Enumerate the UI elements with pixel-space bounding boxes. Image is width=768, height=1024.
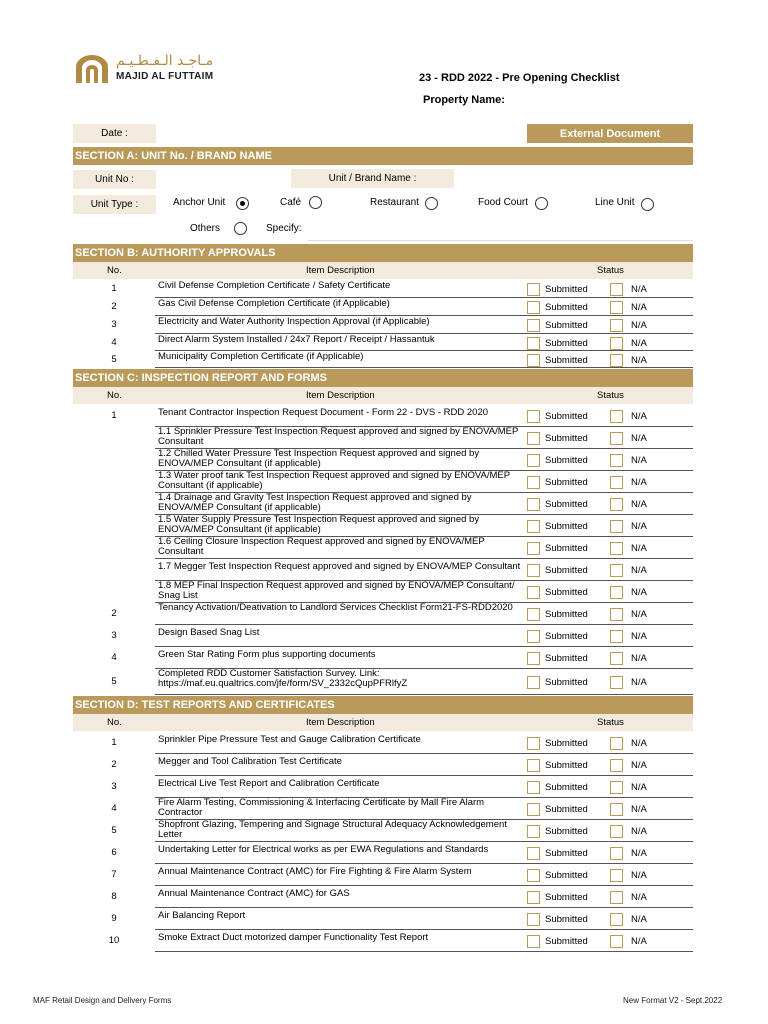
- row-description: 1.7 Megger Test Inspection Request approved and signed by ENOVA/MEP Consultant: [158, 561, 521, 572]
- checklist-row: [73, 471, 693, 493]
- date-label: Date :: [73, 124, 156, 143]
- na-label: N/A: [631, 521, 647, 532]
- submitted-label: Submitted: [545, 521, 588, 532]
- checklist-row: [73, 820, 693, 842]
- na-label: N/A: [631, 804, 647, 815]
- submitted-label: Submitted: [545, 914, 588, 925]
- row-number: 1: [111, 737, 117, 748]
- col-item: Item Description: [306, 265, 375, 276]
- na-label: N/A: [631, 543, 647, 554]
- row-description: Megger and Tool Calibration Test Certificate: [158, 756, 342, 767]
- row-number: 1: [111, 410, 117, 421]
- submitted-checkbox[interactable]: [527, 935, 540, 948]
- checklist-row: [73, 427, 693, 449]
- submitted-checkbox[interactable]: [527, 283, 540, 296]
- na-label: N/A: [631, 892, 647, 903]
- unit-type-others-radio[interactable]: [234, 222, 247, 235]
- submitted-checkbox[interactable]: [527, 542, 540, 555]
- row-description: Undertaking Letter for Electrical works as per EWA Regulations and Standards: [158, 844, 489, 855]
- submitted-checkbox[interactable]: [527, 869, 540, 882]
- na-checkbox[interactable]: [610, 913, 623, 926]
- submitted-checkbox[interactable]: [527, 476, 540, 489]
- col-item: Item Description: [306, 390, 375, 401]
- row-number: 3: [111, 319, 117, 330]
- unit-no-label: Unit No :: [73, 170, 156, 189]
- submitted-label: Submitted: [545, 936, 588, 947]
- submitted-label: Submitted: [545, 892, 588, 903]
- na-label: N/A: [631, 738, 647, 749]
- checklist-row: [73, 603, 693, 625]
- row-number: 4: [111, 337, 117, 348]
- na-label: N/A: [631, 653, 647, 664]
- logo-english-text: MAJID AL FUTTAIM: [116, 71, 214, 82]
- checklist-row: [73, 405, 693, 427]
- submitted-checkbox[interactable]: [527, 454, 540, 467]
- unit-type-cafe-radio[interactable]: [309, 196, 322, 209]
- checklist-row: [73, 334, 693, 351]
- checklist-row: [73, 864, 693, 886]
- row-description: 1.8 MEP Final Inspection Request approved and signed by ENOVA/MEP Consultant/ Snag List: [158, 580, 515, 601]
- row-number: 5: [111, 354, 117, 365]
- na-checkbox[interactable]: [610, 781, 623, 794]
- na-checkbox[interactable]: [610, 520, 623, 533]
- checklist-row: [73, 842, 693, 864]
- na-checkbox[interactable]: [610, 608, 623, 621]
- section-a-header: SECTION A: UNIT No. / BRAND NAME: [73, 147, 693, 165]
- submitted-checkbox[interactable]: [527, 847, 540, 860]
- na-checkbox[interactable]: [610, 410, 623, 423]
- na-checkbox[interactable]: [610, 935, 623, 948]
- na-label: N/A: [631, 302, 647, 313]
- checklist-row: [73, 449, 693, 471]
- na-label: N/A: [631, 677, 647, 688]
- submitted-checkbox[interactable]: [527, 520, 540, 533]
- submitted-label: Submitted: [545, 565, 588, 576]
- row-number: 3: [111, 781, 117, 792]
- na-label: N/A: [631, 565, 647, 576]
- checklist-row: [73, 581, 693, 603]
- submitted-label: Submitted: [545, 782, 588, 793]
- submitted-checkbox[interactable]: [527, 781, 540, 794]
- specify-field[interactable]: [308, 220, 693, 241]
- col-status: Status: [597, 390, 624, 401]
- row-number: 10: [108, 935, 120, 946]
- row-description: Municipality Completion Certificate (if Applicable): [158, 351, 364, 362]
- submitted-checkbox[interactable]: [527, 564, 540, 577]
- row-description: Annual Maintenance Contract (AMC) for GAS: [158, 888, 350, 899]
- row-description: Green Star Rating Form plus supporting documents: [158, 649, 376, 660]
- col-no: No.: [107, 717, 122, 728]
- row-number: 6: [111, 847, 117, 858]
- na-label: N/A: [631, 320, 647, 331]
- submitted-label: Submitted: [545, 320, 588, 331]
- submitted-checkbox[interactable]: [527, 891, 540, 904]
- na-label: N/A: [631, 848, 647, 859]
- row-number: 2: [111, 301, 117, 312]
- date-field[interactable]: [160, 124, 360, 143]
- na-checkbox[interactable]: [610, 891, 623, 904]
- footer-right: New Format V2 - Sept.2022: [623, 996, 723, 1005]
- row-description: Civil Defense Completion Certificate / Safety Certificate: [158, 280, 391, 291]
- row-description: Electricity and Water Authority Inspection Approval (if Applicable): [158, 316, 430, 327]
- submitted-label: Submitted: [545, 848, 588, 859]
- unit-type-anchor-radio[interactable]: [236, 197, 249, 210]
- na-checkbox[interactable]: [610, 737, 623, 750]
- logo-arabic-text: مـاجـد الـفـطـيـم: [116, 53, 214, 69]
- na-label: N/A: [631, 355, 647, 366]
- row-description: Direct Alarm System Installed / 24x7 Report / Receipt / Hassantuk: [158, 334, 435, 345]
- na-checkbox[interactable]: [610, 301, 623, 314]
- row-description: 1.4 Drainage and Gravity Test Inspection Request approved and signed by ENOVA/MEP Consultant (if applicable): [158, 492, 472, 513]
- document-title: 23 - RDD 2022 - Pre Opening Checklist: [419, 72, 620, 84]
- row-description: 1.1 Sprinkler Pressure Test Inspection Request approved and signed by ENOVA/MEP Consultant: [158, 426, 519, 447]
- na-checkbox[interactable]: [610, 676, 623, 689]
- checklist-row: [73, 776, 693, 798]
- unit-type-cafe-label: Café: [280, 197, 302, 208]
- row-divider: [155, 367, 693, 368]
- submitted-label: Submitted: [545, 870, 588, 881]
- unit-type-lineunit-label: Line Unit: [595, 197, 635, 208]
- submitted-label: Submitted: [545, 653, 588, 664]
- na-checkbox[interactable]: [610, 542, 623, 555]
- row-description: Air Balancing Report: [158, 910, 246, 921]
- external-document-badge: External Document: [527, 124, 693, 143]
- section-c-column-headers: [73, 387, 693, 404]
- checklist-row: [73, 647, 693, 669]
- na-checkbox[interactable]: [610, 630, 623, 643]
- na-checkbox[interactable]: [610, 869, 623, 882]
- submitted-label: Submitted: [545, 302, 588, 313]
- submitted-label: Submitted: [545, 738, 588, 749]
- na-checkbox[interactable]: [610, 432, 623, 445]
- unit-type-label: Unit Type :: [73, 195, 156, 214]
- na-checkbox[interactable]: [610, 354, 623, 367]
- na-label: N/A: [631, 499, 647, 510]
- checklist-row: [73, 669, 693, 695]
- unit-type-anchor-label: Anchor Unit: [173, 197, 226, 208]
- unit-type-restaurant-radio[interactable]: [425, 197, 438, 210]
- row-description: Annual Maintenance Contract (AMC) for Fire Fighting & Fire Alarm System: [158, 866, 472, 877]
- na-checkbox[interactable]: [610, 825, 623, 838]
- checklist-row: [73, 280, 693, 298]
- row-description: Electrical Live Test Report and Calibration Certificate: [158, 778, 380, 789]
- na-label: N/A: [631, 455, 647, 466]
- na-label: N/A: [631, 477, 647, 488]
- row-description: 1.2 Chilled Water Pressure Test Inspection Request approved and signed by ENOVA/MEP Consultant (if applicable): [158, 448, 480, 469]
- unit-type-others-label: Others: [190, 223, 221, 234]
- na-label: N/A: [631, 284, 647, 295]
- submitted-checkbox[interactable]: [527, 676, 540, 689]
- submitted-label: Submitted: [545, 477, 588, 488]
- section-b-header: SECTION B: AUTHORITY APPROVALS: [73, 244, 693, 262]
- row-number: 4: [111, 652, 117, 663]
- na-checkbox[interactable]: [610, 319, 623, 332]
- checklist-row: [73, 754, 693, 776]
- unit-type-foodcourt-radio[interactable]: [535, 197, 548, 210]
- submitted-label: Submitted: [545, 631, 588, 642]
- na-label: N/A: [631, 914, 647, 925]
- submitted-label: Submitted: [545, 677, 588, 688]
- col-status: Status: [597, 717, 624, 728]
- checklist-row: [73, 732, 693, 754]
- submitted-label: Submitted: [545, 338, 588, 349]
- section-d-column-headers: [73, 714, 693, 731]
- row-description: Fire Alarm Testing, Commissioning & Interfacing Certificate by Mall Fire Alarm Contractor: [158, 797, 485, 818]
- submitted-checkbox[interactable]: [527, 586, 540, 599]
- col-no: No.: [107, 390, 122, 401]
- checklist-row: [73, 908, 693, 930]
- submitted-label: Submitted: [545, 609, 588, 620]
- row-description: 1.6 Ceiling Closure Inspection Request approved and signed by ENOVA/MEP Consultant: [158, 536, 485, 557]
- na-label: N/A: [631, 826, 647, 837]
- na-checkbox[interactable]: [610, 498, 623, 511]
- submitted-label: Submitted: [545, 543, 588, 554]
- submitted-checkbox[interactable]: [527, 759, 540, 772]
- section-c-header: SECTION C: INSPECTION REPORT AND FORMS: [73, 369, 693, 387]
- na-label: N/A: [631, 587, 647, 598]
- na-checkbox[interactable]: [610, 476, 623, 489]
- unit-type-restaurant-label: Restaurant: [370, 197, 419, 208]
- checklist-row: [73, 537, 693, 559]
- row-number: 3: [111, 630, 117, 641]
- na-checkbox[interactable]: [610, 283, 623, 296]
- na-checkbox[interactable]: [610, 564, 623, 577]
- na-checkbox[interactable]: [610, 759, 623, 772]
- col-item: Item Description: [306, 717, 375, 728]
- row-number: 8: [111, 891, 117, 902]
- na-label: N/A: [631, 433, 647, 444]
- row-description: Smoke Extract Duct motorized damper Functionality Test Report: [158, 932, 429, 943]
- row-description: Gas Civil Defense Completion Certificate (if Applicable): [158, 298, 390, 309]
- unit-no-field[interactable]: [160, 170, 285, 189]
- row-number: 5: [111, 676, 117, 687]
- na-checkbox[interactable]: [610, 847, 623, 860]
- unit-type-foodcourt-label: Food Court: [478, 197, 529, 208]
- na-label: N/A: [631, 870, 647, 881]
- na-label: N/A: [631, 338, 647, 349]
- maf-logo-icon: [74, 55, 110, 83]
- row-number: 4: [111, 803, 117, 814]
- row-description: Sprinkler Pipe Pressure Test and Gauge Calibration Certificate: [158, 734, 421, 745]
- na-label: N/A: [631, 782, 647, 793]
- row-number: 7: [111, 869, 117, 880]
- submitted-checkbox[interactable]: [527, 803, 540, 816]
- submitted-checkbox[interactable]: [527, 630, 540, 643]
- submitted-checkbox[interactable]: [527, 301, 540, 314]
- submitted-checkbox[interactable]: [527, 410, 540, 423]
- submitted-checkbox[interactable]: [527, 432, 540, 445]
- checklist-row: [73, 298, 693, 316]
- submitted-label: Submitted: [545, 587, 588, 598]
- row-number: 2: [111, 608, 117, 619]
- checklist-row: [73, 559, 693, 581]
- na-checkbox[interactable]: [610, 586, 623, 599]
- unit-type-lineunit-radio[interactable]: [641, 198, 654, 211]
- row-description: 1.5 Water Supply Pressure Test Inspection Request approved and signed by ENOVA/MEP Consultant (if applicable): [158, 514, 480, 535]
- na-checkbox[interactable]: [610, 803, 623, 816]
- na-label: N/A: [631, 631, 647, 642]
- row-description: Shopfront Glazing, Tempering and Signage Structural Adequacy Acknowledgement Letter: [158, 819, 507, 840]
- na-checkbox[interactable]: [610, 337, 623, 350]
- na-label: N/A: [631, 411, 647, 422]
- submitted-checkbox[interactable]: [527, 652, 540, 665]
- specify-label: Specify:: [266, 223, 302, 234]
- col-status: Status: [597, 265, 624, 276]
- submitted-checkbox[interactable]: [527, 319, 540, 332]
- na-label: N/A: [631, 760, 647, 771]
- checklist-row: [73, 886, 693, 908]
- na-checkbox[interactable]: [610, 652, 623, 665]
- submitted-label: Submitted: [545, 355, 588, 366]
- row-description: Tenant Contractor Inspection Request Document - Form 22 - DVS - RDD 2020: [158, 407, 489, 418]
- section-d-header: SECTION D: TEST REPORTS AND CERTIFICATES: [73, 696, 693, 714]
- submitted-label: Submitted: [545, 284, 588, 295]
- col-no: No.: [107, 265, 122, 276]
- brand-name-label: Unit / Brand Name :: [291, 169, 454, 188]
- submitted-label: Submitted: [545, 760, 588, 771]
- row-description: Design Based Snag List: [158, 627, 260, 638]
- checklist-row: [73, 493, 693, 515]
- checklist-row: [73, 351, 693, 368]
- property-name-label: Property Name:: [423, 94, 505, 106]
- row-divider: [155, 951, 693, 952]
- footer-left: MAF Retail Design and Delivery Forms: [33, 996, 172, 1005]
- row-number: 5: [111, 825, 117, 836]
- row-divider: [155, 694, 693, 695]
- row-number: 2: [111, 759, 117, 770]
- section-b-column-headers: [73, 262, 693, 279]
- row-number: 1: [111, 283, 117, 294]
- submitted-checkbox[interactable]: [527, 608, 540, 621]
- submitted-checkbox[interactable]: [527, 737, 540, 750]
- submitted-label: Submitted: [545, 826, 588, 837]
- submitted-checkbox[interactable]: [527, 825, 540, 838]
- checklist-row: [73, 316, 693, 334]
- submitted-checkbox[interactable]: [527, 498, 540, 511]
- submitted-label: Submitted: [545, 411, 588, 422]
- submitted-label: Submitted: [545, 433, 588, 444]
- row-number: 9: [111, 913, 117, 924]
- checklist-row: [73, 798, 693, 820]
- row-description: Tenancy Activation/Deativation to Landlord Services Checklist Form21-FS-RDD2020: [158, 602, 513, 613]
- checklist-row: [73, 930, 693, 952]
- submitted-checkbox[interactable]: [527, 337, 540, 350]
- row-description: 1.3 Water proof tank Test Inspection Request approved and signed by ENOVA/MEP Consultant (if applicable): [158, 470, 510, 491]
- na-label: N/A: [631, 609, 647, 620]
- submitted-label: Submitted: [545, 804, 588, 815]
- row-description: Completed RDD Customer Satisfaction Survey. Link: https://maf.eu.qualtrics.com/jfe/form/SV_2332cQupPFRlfyZ: [158, 668, 408, 689]
- submitted-label: Submitted: [545, 499, 588, 510]
- checklist-row: [73, 625, 693, 647]
- na-label: N/A: [631, 936, 647, 947]
- brand-name-field[interactable]: [460, 169, 690, 188]
- na-checkbox[interactable]: [610, 454, 623, 467]
- submitted-label: Submitted: [545, 455, 588, 466]
- submitted-checkbox[interactable]: [527, 913, 540, 926]
- checklist-row: [73, 515, 693, 537]
- submitted-checkbox[interactable]: [527, 354, 540, 367]
